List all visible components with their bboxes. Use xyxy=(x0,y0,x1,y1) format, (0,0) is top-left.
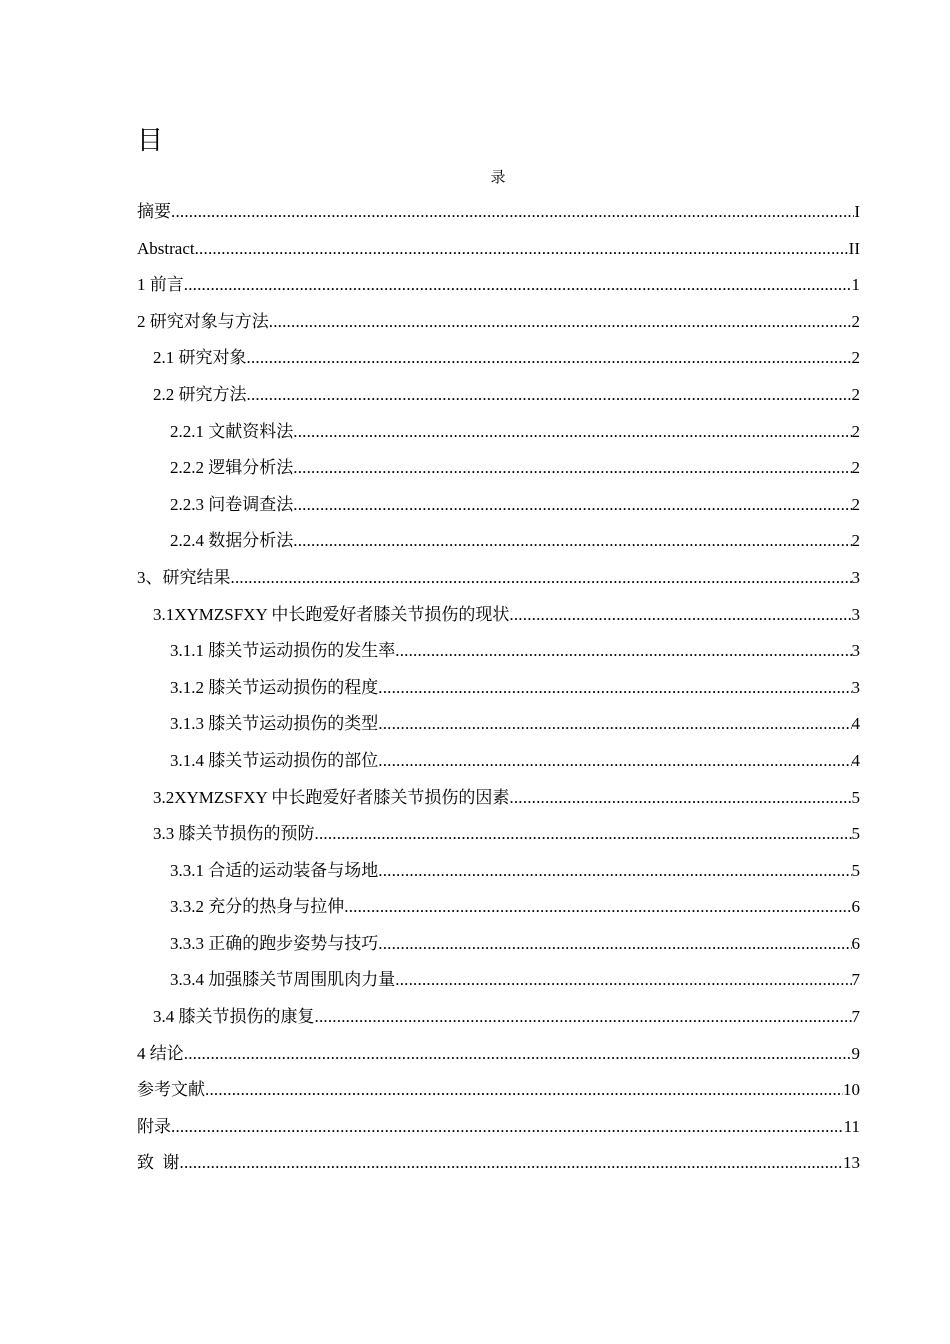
toc-entry-page-number: 7 xyxy=(851,1007,860,1027)
toc-entry-page-number: 13 xyxy=(843,1153,860,1173)
toc-entry-page-number: 2 xyxy=(851,348,860,368)
toc-entry-page-number: 2 xyxy=(851,531,860,551)
toc-entry-page-number: 1 xyxy=(851,275,860,295)
toc-entry-label: 3.3 膝关节损伤的预防 xyxy=(153,824,315,844)
toc-entry-label: 3.3.3 正确的跑步姿势与技巧 xyxy=(170,933,379,953)
toc-leader-dots xyxy=(171,1114,844,1140)
toc-leader-dots xyxy=(293,419,851,445)
toc-entry[interactable] xyxy=(137,638,860,675)
toc-entry-page-number: 4 xyxy=(851,750,860,770)
toc-entry-label: 3.4 膝关节损伤的康复 xyxy=(153,1007,315,1027)
toc-entry-page-number: 5 xyxy=(851,860,860,880)
toc-entry-page-number: 3 xyxy=(851,677,860,697)
toc-entry[interactable] xyxy=(137,894,860,931)
toc-leader-dots xyxy=(344,894,851,920)
toc-entry-label: 3.1.2 膝关节运动损伤的程度 xyxy=(170,677,379,697)
toc-entry-label: 2.2.2 逻辑分析法 xyxy=(170,458,294,478)
toc-leader-dots xyxy=(378,748,851,774)
toc-entry[interactable] xyxy=(137,492,860,529)
toc-leader-dots xyxy=(293,455,851,481)
toc-entry-page-number: 3 xyxy=(851,641,860,661)
toc-leader-dots xyxy=(171,199,854,225)
toc-entry-page-number: I xyxy=(854,202,860,221)
toc-entry-label: 2.2.1 文献资料法 xyxy=(170,421,294,441)
toc-entry-label: 3.1.1 膝关节运动损伤的发生率 xyxy=(170,641,396,661)
toc-entry[interactable] xyxy=(137,1150,860,1187)
toc-entry-page-number: 2 xyxy=(851,458,860,478)
toc-entry-label: 2.1 研究对象 xyxy=(153,348,247,368)
toc-entry-page-number: 6 xyxy=(851,933,860,953)
toc-leader-dots xyxy=(269,309,852,335)
toc-entry[interactable] xyxy=(137,748,860,785)
toc-leader-dots xyxy=(195,236,849,262)
toc-leader-dots xyxy=(378,858,851,884)
toc-entry-label: 3.3.1 合适的运动装备与场地 xyxy=(170,860,379,880)
toc-entry-label: 附录 xyxy=(137,1116,171,1136)
toc-leader-dots xyxy=(247,345,852,371)
toc-leader-dots xyxy=(205,1077,843,1103)
toc-entry-label: 2 研究对象与方法 xyxy=(137,311,269,331)
toc-entry-page-number: 9 xyxy=(851,1043,860,1063)
toc-title-first-char: 目 xyxy=(137,126,164,155)
toc-leader-dots xyxy=(184,272,852,298)
toc-entry-page-number: 2 xyxy=(851,494,860,514)
toc-leader-dots xyxy=(378,675,851,701)
toc-entry-label: 摘要 xyxy=(137,202,171,221)
toc-entry-page-number: 5 xyxy=(851,787,860,807)
toc-entry[interactable] xyxy=(137,455,860,492)
toc-entry[interactable] xyxy=(137,199,860,236)
toc-leader-dots xyxy=(509,602,851,628)
toc-entry-label: 3.2XYMZSFXY 中长跑爱好者膝关节损伤的因素 xyxy=(153,787,510,807)
toc-entry[interactable] xyxy=(137,1114,860,1151)
toc-leader-dots xyxy=(395,967,851,993)
toc-leader-dots xyxy=(231,565,852,591)
toc-leader-dots xyxy=(509,785,851,811)
toc-entry-page-number: 3 xyxy=(851,567,860,587)
toc-entry[interactable] xyxy=(137,1041,860,1078)
toc-entry-label: 3.3.2 充分的热身与拉伸 xyxy=(170,897,345,917)
toc-entry-label: 4 结论 xyxy=(137,1043,184,1063)
toc-entry[interactable] xyxy=(137,236,860,273)
toc-entry-label: 3.1.4 膝关节运动损伤的部位 xyxy=(170,750,379,770)
toc-leader-dots xyxy=(378,711,851,737)
toc-leader-dots xyxy=(293,528,851,554)
toc-entry[interactable] xyxy=(137,1004,860,1041)
toc-leader-dots xyxy=(395,638,851,664)
toc-entry[interactable] xyxy=(137,858,860,895)
toc-entry-label: Abstract xyxy=(137,238,195,258)
toc-entry[interactable] xyxy=(137,931,860,968)
toc-entry-page-number: 4 xyxy=(851,714,860,734)
toc-entry[interactable] xyxy=(137,309,860,346)
toc-entry[interactable] xyxy=(137,1077,860,1114)
toc-entry-label: 3.1.3 膝关节运动损伤的类型 xyxy=(170,714,379,734)
toc-entry-label: 3、研究结果 xyxy=(137,567,231,587)
toc-entry[interactable] xyxy=(137,675,860,712)
toc-entry-page-number: 11 xyxy=(843,1116,860,1136)
toc-entry[interactable] xyxy=(137,967,860,1004)
toc-entry[interactable] xyxy=(137,785,860,822)
toc-entry[interactable] xyxy=(137,528,860,565)
toc-entry[interactable] xyxy=(137,272,860,309)
toc-entry-label: 3.3.4 加强膝关节周围肌肉力量 xyxy=(170,970,396,990)
toc-entry-page-number: 10 xyxy=(843,1080,860,1100)
toc-entry-page-number: 5 xyxy=(851,824,860,844)
table-of-contents xyxy=(137,199,860,1187)
toc-entry-page-number: 3 xyxy=(851,604,860,624)
toc-entry-label: 参考文献 xyxy=(137,1080,205,1100)
toc-entry[interactable] xyxy=(137,711,860,748)
toc-leader-dots xyxy=(247,382,852,408)
toc-entry[interactable] xyxy=(137,821,860,858)
toc-entry-label: 3.1XYMZSFXY 中长跑爱好者膝关节损伤的现状 xyxy=(153,604,510,624)
toc-entry-page-number: II xyxy=(848,238,860,258)
toc-leader-dots xyxy=(378,931,851,957)
toc-title-second-char: 录 xyxy=(490,170,506,186)
toc-entry-page-number: 6 xyxy=(851,897,860,917)
toc-leader-dots xyxy=(180,1150,844,1176)
toc-entry[interactable] xyxy=(137,382,860,419)
toc-entry-label: 致 谢 xyxy=(137,1153,180,1173)
toc-leader-dots xyxy=(315,1004,852,1030)
toc-leader-dots xyxy=(315,821,852,847)
toc-entry-label: 2.2.4 数据分析法 xyxy=(170,531,294,551)
toc-entry-label: 2.2 研究方法 xyxy=(153,384,247,404)
toc-entry[interactable] xyxy=(137,419,860,456)
toc-entry[interactable] xyxy=(137,565,860,602)
toc-entry-label: 2.2.3 问卷调查法 xyxy=(170,494,294,514)
toc-leader-dots xyxy=(293,492,851,518)
toc-entry[interactable] xyxy=(137,345,860,382)
toc-entry-page-number: 2 xyxy=(851,384,860,404)
toc-entry-page-number: 7 xyxy=(851,970,860,990)
toc-entry[interactable] xyxy=(137,602,860,639)
toc-leader-dots xyxy=(184,1041,852,1067)
toc-entry-page-number: 2 xyxy=(851,421,860,441)
toc-entry-page-number: 2 xyxy=(851,311,860,331)
toc-entry-label: 1 前言 xyxy=(137,275,184,295)
